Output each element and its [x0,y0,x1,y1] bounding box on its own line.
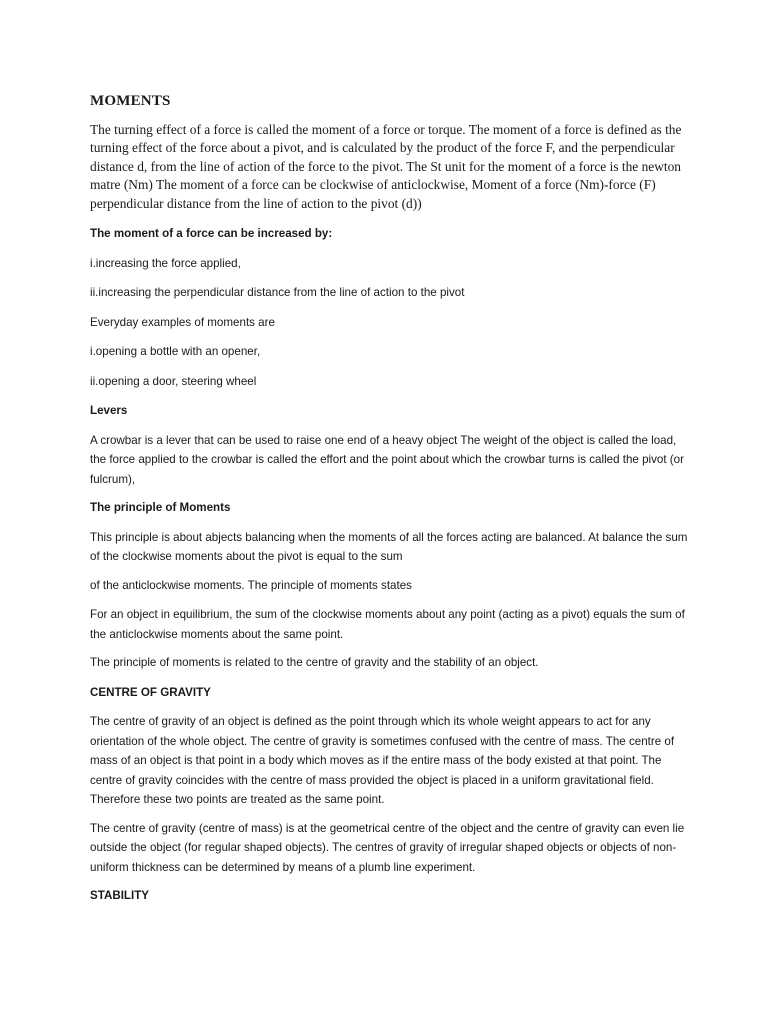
cog-paragraph-2: The centre of gravity (centre of mass) is at the geometrical centre of the object and the centre of gravity can even lie outside the object (for regular shaped objects). The centres of gravity of irregular shaped objects or objects of non-uniform thickness can be determined by means of a plumb line experiment. [90,821,685,874]
document-title: MOMENTS [90,93,171,109]
principle-paragraph-4: The principle of moments is related to the centre of gravity and the stability of an object. [90,656,539,670]
increase-item-2: ii.increasing the perpendicular distance from the line of action to the pivot [90,286,465,300]
increase-heading: The moment of a force can be increased by: [90,227,333,241]
principle-paragraph-1: This principle is about abjects balancing when the moments of all the forces acting are balanced. At balance the sum of the clockwise moments about the pivot is equal to the sum [90,530,688,564]
principle-paragraph-3: For an object in equilibrium, the sum of the clockwise moments about any point (acting as a pivot) equals the sum of the anticlockwise moments about the same point. [90,608,685,641]
examples-heading: Everyday examples of moments are [90,315,275,329]
levers-heading: Levers [90,404,128,418]
cog-paragraph-1: The centre of gravity of an object is defined as the point through which its whole weight appears to act for any orientation of the whole object. The centre of gravity is sometimes confused with the centre of mass. The centre of mass of an object is that point in a body which moves as if the entire mass of the body existed at that point. The centre of gravity coincides with the centre of mass provided the object is placed in a uniform gravitational field. Therefore these two points are treated as the same point. [90,715,675,807]
levers-paragraph: A crowbar is a lever that can be used to raise one end of a heavy object The weight of the object is called the load, the force applied to the crowbar is called the effort and the point about which the crowbar turns is called the pivot (or fulcrum), [90,433,684,486]
example-item-1: i.opening a bottle with an opener, [90,345,261,359]
principle-paragraph-2: of the anticlockwise moments. The principle of moments states [90,578,412,592]
cog-heading: CENTRE OF GRAVITY [90,685,211,699]
document-page [90,92,690,916]
intro-paragraph: The turning effect of a force is called the moment of a force or torque. The moment of a force is defined as the turning effect of the force about a pivot, and is calculated by the product of the force F, and the perpendicular distance d, from the line of action of the force to the pivot. The St unit for the moment of a force is the newton matre (Nm) The moment of a force can be clockwise of anticlockwise, Moment of a force (Nm)-force (F) perpendicular distance from the line of action to the pivot (d)) [90,122,682,211]
example-item-2: ii.opening a door, steering wheel [90,374,257,388]
stability-heading: STABILITY [90,889,150,903]
increase-item-1: i.increasing the force applied, [90,256,241,270]
principle-heading: The principle of Moments [90,501,231,515]
